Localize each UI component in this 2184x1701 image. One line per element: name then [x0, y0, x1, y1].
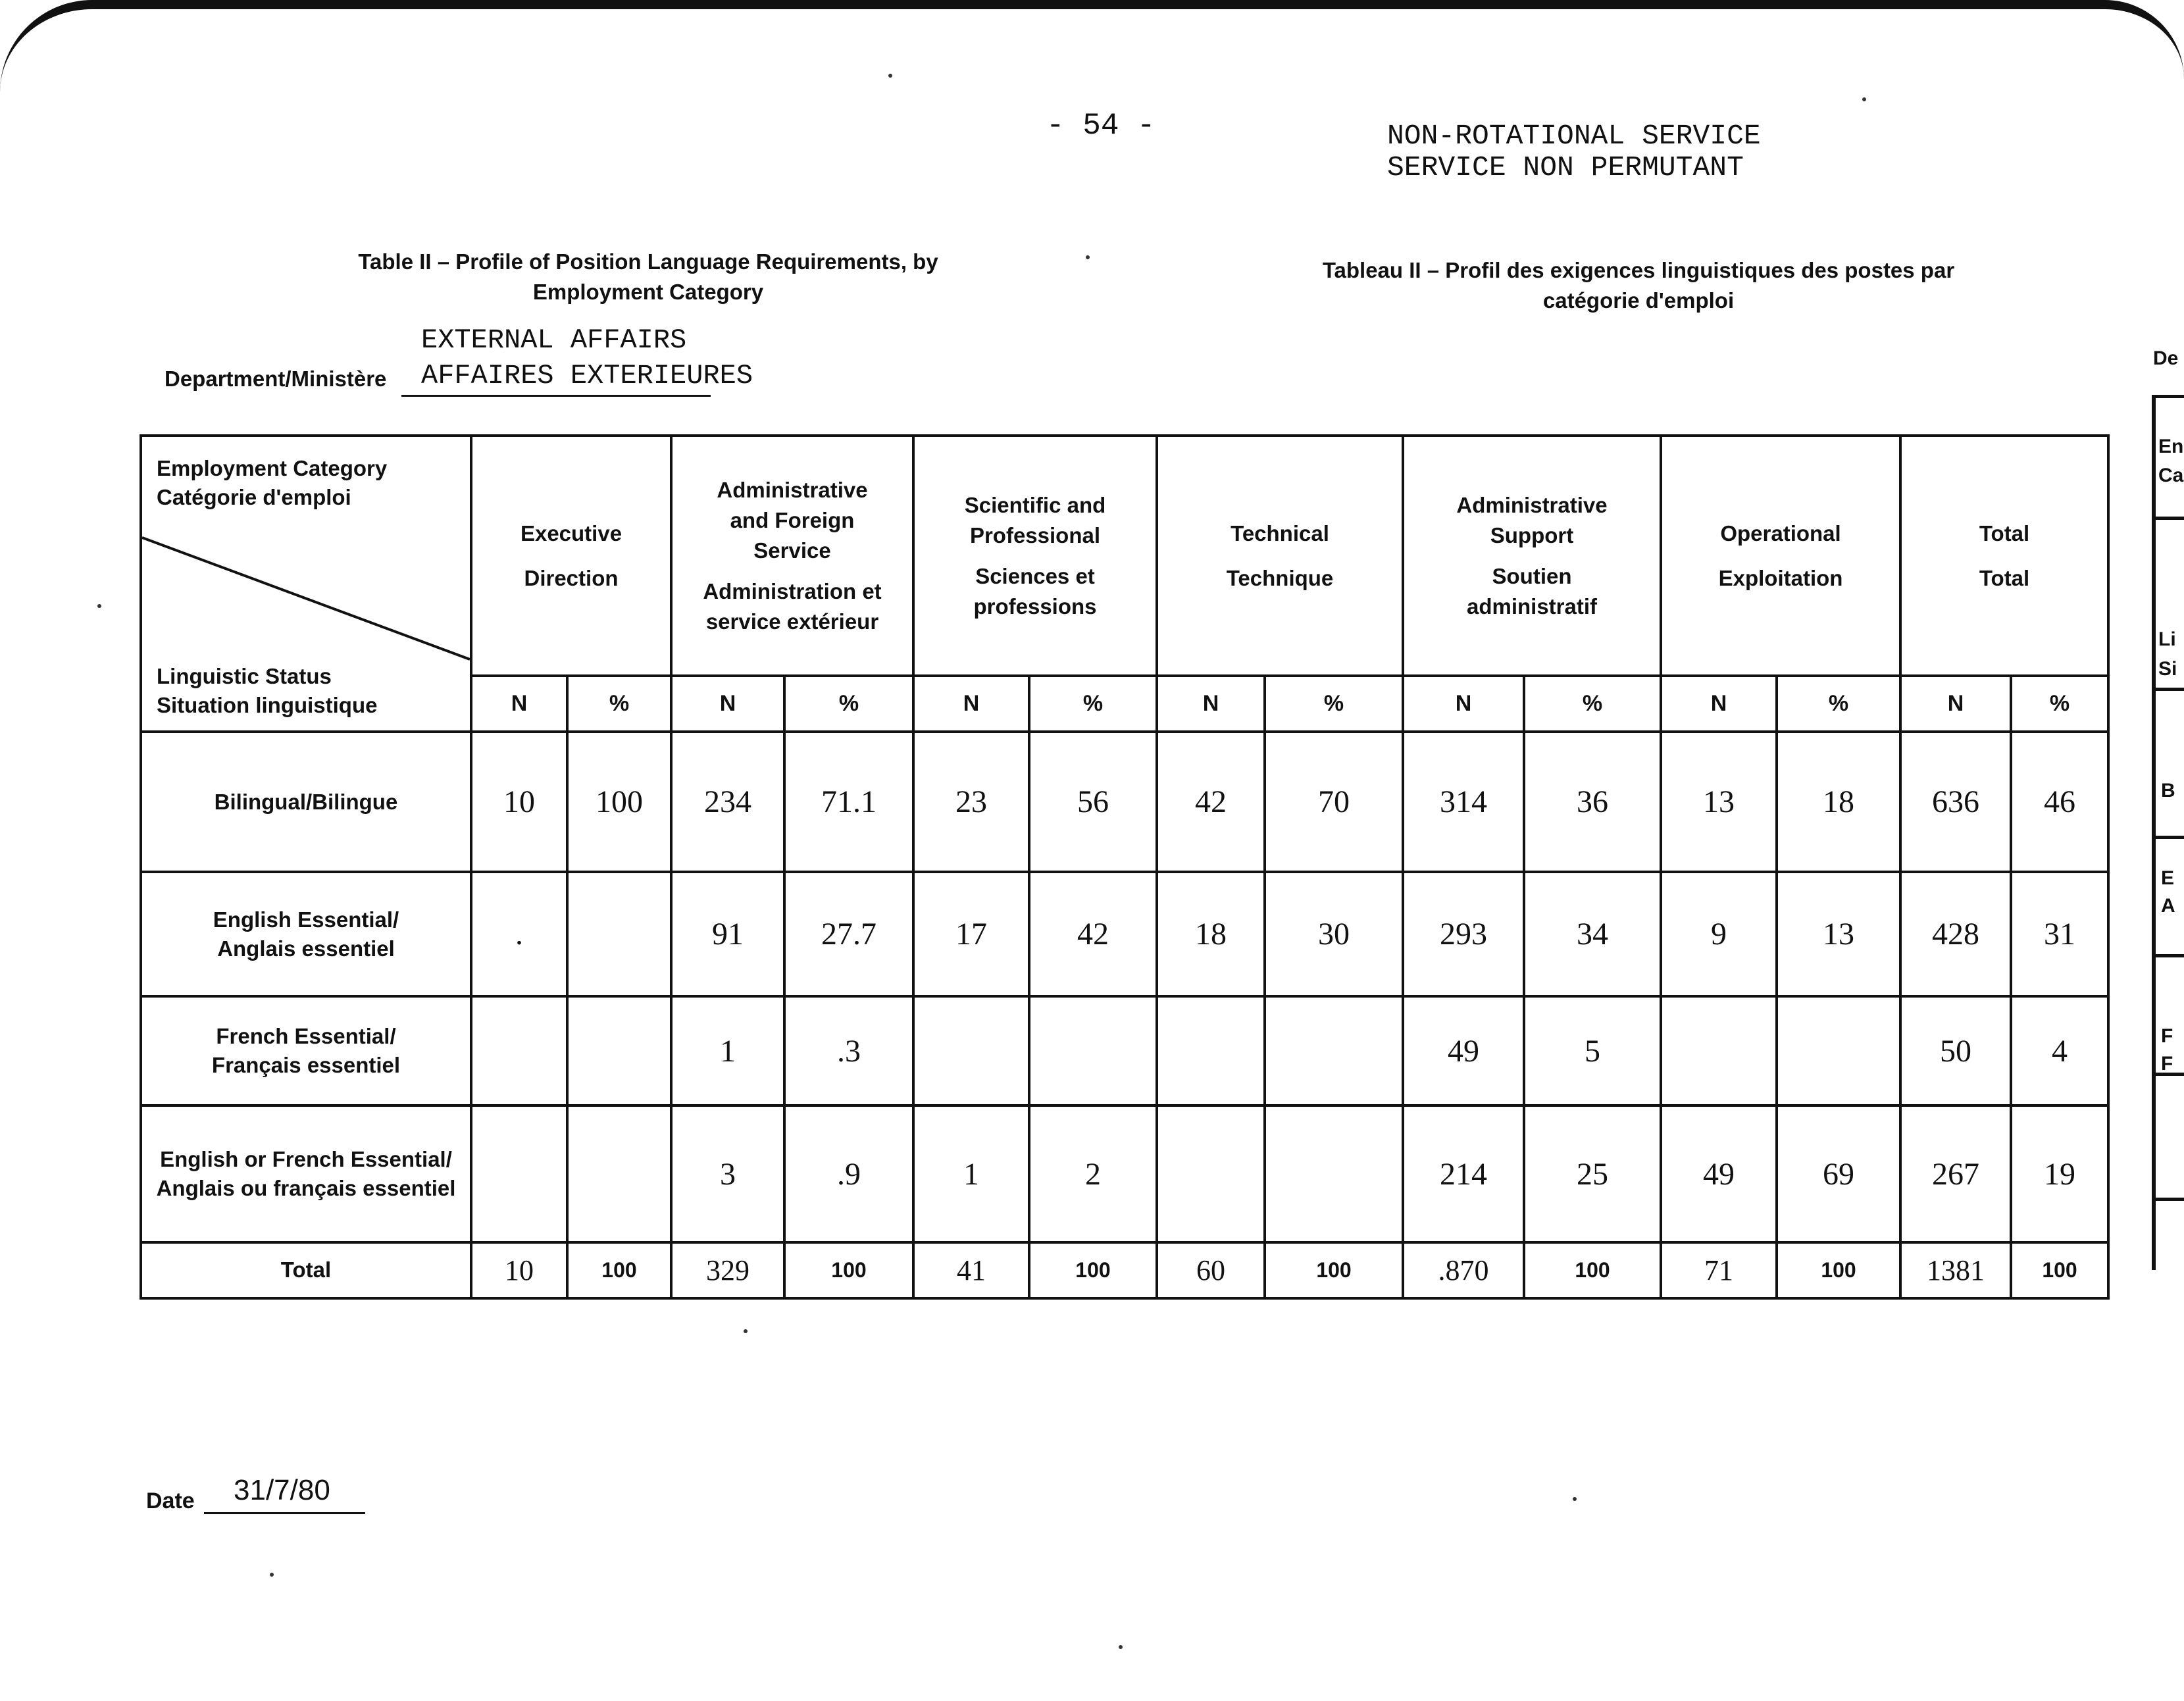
cell-percent — [567, 996, 671, 1105]
cell-percent: 46 — [2011, 732, 2108, 872]
n-header: N — [671, 676, 784, 732]
total-percent: 100 — [2011, 1242, 2108, 1298]
cell-percent: 27.7 — [784, 872, 913, 996]
header-row — [141, 436, 2108, 676]
scan-speck — [888, 74, 892, 78]
cell-percent: 56 — [1029, 732, 1157, 872]
cell-percent: 69 — [1777, 1105, 1900, 1242]
row-label-line: Bilingual/Bilingue — [214, 789, 398, 814]
row-label-line: Anglais ou français essentiel — [156, 1176, 456, 1201]
row-label-total: Total — [141, 1242, 471, 1298]
pct-header: % — [1265, 676, 1403, 732]
total-percent: 100 — [1029, 1242, 1157, 1298]
department-label: Department/Ministère — [165, 367, 387, 391]
department-value-en: EXTERNAL AFFAIRS — [421, 324, 687, 356]
column-scientific-professional: Scientific and Professional Sciences et professions — [913, 436, 1157, 676]
pct-header: % — [1777, 676, 1900, 732]
scan-speck — [1119, 1645, 1123, 1649]
fragment-f2: F — [2161, 1053, 2173, 1075]
cell-count: 636 — [1900, 732, 2011, 872]
cell-count: 234 — [671, 732, 784, 872]
fragment-e: E — [2161, 867, 2175, 889]
cell-count: 91 — [671, 872, 784, 996]
row-label — [141, 872, 471, 996]
scan-speck — [97, 604, 101, 608]
cell-count: 293 — [1403, 872, 1524, 996]
total-count: .870 — [1403, 1242, 1524, 1298]
total-percent: 100 — [567, 1242, 671, 1298]
total-count: 329 — [671, 1242, 784, 1298]
cell-count: 42 — [1157, 732, 1265, 872]
fragment-ca: Ca — [2158, 465, 2184, 486]
cell-percent — [1029, 996, 1157, 1105]
cell-percent: .9 — [784, 1105, 913, 1242]
cell-percent: 25 — [1524, 1105, 1661, 1242]
cell-percent: 5 — [1524, 996, 1661, 1105]
row-label — [141, 732, 471, 872]
cell-percent: 71.1 — [784, 732, 913, 872]
cell-count — [1157, 996, 1265, 1105]
cell-percent: .3 — [784, 996, 913, 1105]
pct-header: % — [784, 676, 913, 732]
cell-count: 214 — [1403, 1105, 1524, 1242]
total-count: 71 — [1661, 1242, 1777, 1298]
row-label-line: English or French Essential/ — [160, 1147, 452, 1172]
row-label-line: French Essential/ — [216, 1024, 396, 1049]
cell-count — [913, 996, 1029, 1105]
cell-count: 18 — [1157, 872, 1265, 996]
pct-header: % — [2011, 676, 2108, 732]
cell-count: 17 — [913, 872, 1029, 996]
cell-percent: 70 — [1265, 732, 1403, 872]
scan-speck — [744, 1329, 748, 1333]
department-value-fr: AFFAIRES EXTERIEURES — [421, 360, 753, 392]
n-header: N — [1900, 676, 2011, 732]
column-admin-support: Administrative Support Soutien administratif — [1403, 436, 1661, 676]
fragment-si: Si — [2158, 658, 2177, 680]
cell-percent: 30 — [1265, 872, 1403, 996]
cell-percent: 42 — [1029, 872, 1157, 996]
total-percent: 100 — [1524, 1242, 1661, 1298]
cell-percent: 4 — [2011, 996, 2108, 1105]
cell-percent: 13 — [1777, 872, 1900, 996]
table-title-fr: Tableau II – Profil des exigences linguistiques des postes par catégorie d'emploi — [1322, 258, 1955, 313]
adjacent-page-edge — [2152, 395, 2184, 1270]
pct-header: % — [1524, 676, 1661, 732]
cell-percent: 31 — [2011, 872, 2108, 996]
cell-percent — [1265, 996, 1403, 1105]
cell-percent: 100 — [567, 732, 671, 872]
n-header: N — [1157, 676, 1265, 732]
service-title-en: NON-ROTATIONAL SERVICE — [1387, 120, 1761, 152]
pct-header: % — [567, 676, 671, 732]
total-count: 41 — [913, 1242, 1029, 1298]
cell-percent: 18 — [1777, 732, 1900, 872]
cell-count: 3 — [671, 1105, 784, 1242]
total-row — [141, 1242, 2108, 1298]
page-number: - 54 - — [1046, 109, 1155, 143]
table-row — [141, 996, 2108, 1105]
pct-header: % — [1029, 676, 1157, 732]
cell-count: 428 — [1900, 872, 2011, 996]
department-value — [421, 322, 753, 394]
n-header: N — [1661, 676, 1777, 732]
fragment-li: Li — [2158, 628, 2176, 650]
row-label — [141, 996, 471, 1105]
cell-count: 50 — [1900, 996, 2011, 1105]
cell-percent: 36 — [1524, 732, 1661, 872]
date-underline — [204, 1512, 365, 1514]
cell-count: 1 — [913, 1105, 1029, 1242]
column-operational: Operational Exploitation — [1661, 436, 1900, 676]
department-underline — [401, 395, 711, 397]
table-row — [141, 732, 2108, 872]
column-executive: Executive Direction — [471, 436, 671, 676]
row-label-line: English Essential/ — [213, 907, 399, 932]
date-value: 31/7/80 — [234, 1474, 330, 1506]
row-label-line: Français essentiel — [211, 1053, 401, 1078]
scan-speck — [1573, 1497, 1577, 1501]
total-count: 60 — [1157, 1242, 1265, 1298]
cell-count: 23 — [913, 732, 1029, 872]
linguistic-status-label: Linguistic Status Situation linguistique — [157, 664, 378, 718]
column-admin-foreign-service: Administrative and Foreign Service Administration et service extérieur — [671, 436, 913, 676]
total-percent: 100 — [1265, 1242, 1403, 1298]
fragment-f1: F — [2161, 1025, 2173, 1047]
cell-count: . — [471, 872, 567, 996]
cell-count — [471, 996, 567, 1105]
total-count: 10 — [471, 1242, 567, 1298]
cell-percent — [1265, 1105, 1403, 1242]
cell-count: 13 — [1661, 732, 1777, 872]
cell-count: 1 — [671, 996, 784, 1105]
cell-percent — [1777, 996, 1900, 1105]
cell-percent: 2 — [1029, 1105, 1157, 1242]
cell-count: 9 — [1661, 872, 1777, 996]
scan-speck — [270, 1573, 274, 1577]
column-total: Total Total — [1900, 436, 2108, 676]
total-count: 1381 — [1900, 1242, 2011, 1298]
date-label: Date — [146, 1488, 195, 1513]
corner-header — [141, 436, 471, 732]
scan-speck — [1862, 97, 1866, 101]
row-label — [141, 1105, 471, 1242]
n-header: N — [471, 676, 567, 732]
cell-percent — [567, 1105, 671, 1242]
language-profile-table — [140, 434, 2110, 1300]
column-technical: Technical Technique — [1157, 436, 1403, 676]
cell-count: 267 — [1900, 1105, 2011, 1242]
cell-percent: 34 — [1524, 872, 1661, 996]
table-row — [141, 1105, 2108, 1242]
table-row — [141, 872, 2108, 996]
cell-count — [471, 1105, 567, 1242]
cell-percent — [567, 872, 671, 996]
row-label-line: Anglais essentiel — [217, 936, 395, 961]
fragment-b: B — [2161, 780, 2175, 801]
table-title-en: Table II – Profile of Position Language Requirements, by Employment Category — [358, 249, 938, 304]
service-title-fr: SERVICE NON PERMUTANT — [1387, 151, 1744, 184]
cell-count: 49 — [1661, 1105, 1777, 1242]
n-header: N — [1403, 676, 1524, 732]
employment-category-label: Employment Category Catégorie d'emploi — [157, 456, 388, 510]
cell-count — [1157, 1105, 1265, 1242]
fragment-de: De — [2153, 347, 2179, 369]
cell-count: 10 — [471, 732, 567, 872]
scan-speck — [1086, 255, 1090, 259]
fragment-en: En — [2158, 436, 2184, 457]
cell-count: 49 — [1403, 996, 1524, 1105]
total-percent: 100 — [784, 1242, 913, 1298]
cell-count — [1661, 996, 1777, 1105]
cell-percent: 19 — [2011, 1105, 2108, 1242]
cell-count: 314 — [1403, 732, 1524, 872]
fragment-a: A — [2161, 895, 2175, 917]
total-percent: 100 — [1777, 1242, 1900, 1298]
n-header: N — [913, 676, 1029, 732]
